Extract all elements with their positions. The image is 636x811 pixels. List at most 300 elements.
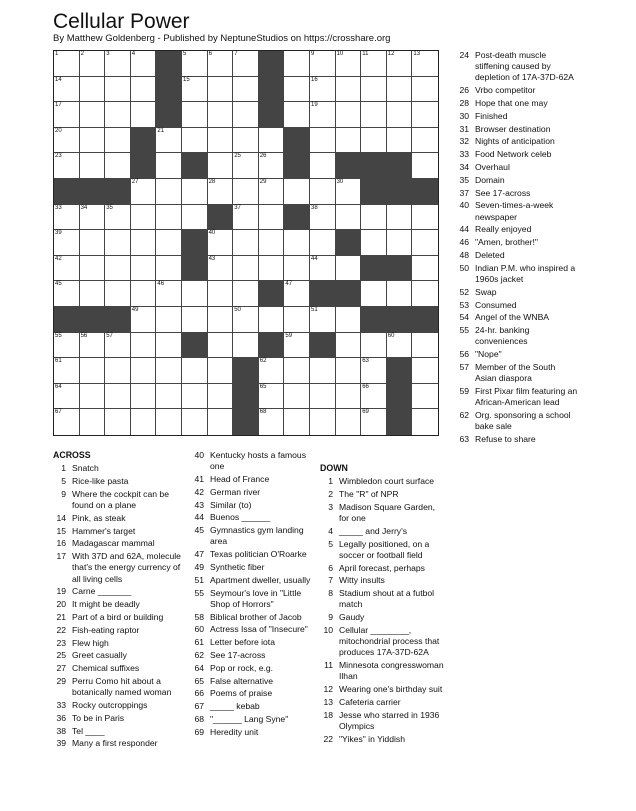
grid-cell[interactable] [105, 205, 131, 231]
cell-number: 55 [55, 332, 62, 339]
black-square [284, 153, 310, 179]
grid-cell[interactable] [105, 256, 131, 282]
grid-cell[interactable] [233, 128, 259, 154]
byline: By Matthew Goldenberg - Published by NeptuneStudios on https://crosshare.org [53, 33, 391, 44]
grid-cell[interactable] [80, 358, 106, 384]
clue-text: Flew high [72, 637, 109, 648]
grid-cell[interactable] [412, 230, 438, 256]
clue-item[interactable] [53, 489, 181, 511]
grid-cell[interactable] [412, 384, 438, 410]
grid-cell[interactable] [54, 384, 80, 410]
clue-item[interactable] [191, 549, 315, 560]
grid-cell[interactable] [336, 179, 362, 205]
clue-item[interactable] [53, 738, 181, 749]
grid-cell[interactable] [156, 230, 182, 256]
grid-cell[interactable] [412, 358, 438, 384]
clue-item[interactable] [53, 700, 181, 711]
grid-cell[interactable] [54, 256, 80, 282]
grid-cell[interactable] [80, 77, 106, 103]
grid-cell[interactable] [233, 230, 259, 256]
clue-item[interactable] [53, 726, 181, 737]
grid-cell[interactable] [105, 77, 131, 103]
grid-cell[interactable] [54, 281, 80, 307]
clue-item[interactable] [53, 526, 181, 537]
cell-number: 40 [208, 230, 216, 237]
grid-cell[interactable] [208, 333, 234, 359]
clue-item[interactable] [53, 586, 181, 597]
clue-item[interactable] [456, 162, 578, 173]
grid-cell[interactable] [182, 409, 208, 435]
clue-item[interactable] [53, 551, 181, 585]
grid-cell[interactable] [387, 333, 413, 359]
grid-cell[interactable] [105, 51, 131, 77]
grid-cell[interactable] [156, 333, 182, 359]
clue-item[interactable] [191, 714, 315, 725]
grid-cell[interactable] [259, 358, 285, 384]
clue-item[interactable] [456, 434, 578, 445]
grid-cell[interactable] [156, 358, 182, 384]
grid-cell[interactable] [361, 102, 387, 128]
clue-item[interactable] [320, 612, 445, 623]
grid-cell[interactable] [233, 179, 259, 205]
grid-cell[interactable] [54, 205, 80, 231]
clue-item[interactable] [320, 710, 445, 732]
grid-cell[interactable] [208, 179, 234, 205]
grid-cell[interactable] [131, 77, 157, 103]
grid-cell[interactable] [259, 205, 285, 231]
clue-item[interactable] [191, 525, 315, 547]
grid-cell[interactable] [310, 256, 336, 282]
clue-item[interactable] [456, 325, 578, 347]
grid-cell[interactable] [54, 230, 80, 256]
grid-cell[interactable] [80, 128, 106, 154]
grid-cell[interactable] [336, 384, 362, 410]
grid-cell[interactable] [131, 358, 157, 384]
grid-cell[interactable] [54, 333, 80, 359]
grid-cell[interactable] [182, 384, 208, 410]
grid-cell[interactable] [412, 77, 438, 103]
grid-cell[interactable] [233, 256, 259, 282]
grid-cell[interactable] [105, 128, 131, 154]
black-square [233, 358, 259, 384]
clue-item[interactable] [191, 676, 315, 687]
grid-cell[interactable] [336, 128, 362, 154]
clue-item[interactable] [456, 287, 578, 298]
cell-number: 17 [55, 102, 62, 109]
grid-cell[interactable] [131, 384, 157, 410]
grid-cell[interactable] [182, 281, 208, 307]
grid-cell[interactable] [182, 102, 208, 128]
grid-cell[interactable] [54, 153, 80, 179]
grid-cell[interactable] [412, 153, 438, 179]
clue-item[interactable] [456, 224, 578, 235]
grid-cell[interactable] [361, 281, 387, 307]
grid-cell[interactable] [361, 384, 387, 410]
clue-item[interactable] [456, 410, 578, 432]
clue-item[interactable] [191, 688, 315, 699]
grid-cell[interactable] [131, 409, 157, 435]
grid-cell[interactable] [259, 384, 285, 410]
grid-cell[interactable] [54, 77, 80, 103]
grid-cell[interactable] [412, 51, 438, 77]
grid-cell[interactable] [233, 102, 259, 128]
grid-cell[interactable] [208, 409, 234, 435]
grid-cell[interactable] [412, 205, 438, 231]
grid-cell[interactable] [336, 256, 362, 282]
clue-item[interactable] [456, 111, 578, 122]
clue-item[interactable] [456, 250, 578, 261]
clue-number: 33 [56, 699, 66, 710]
grid-cell[interactable] [233, 77, 259, 103]
clue-item[interactable] [456, 386, 578, 408]
clue-item[interactable] [320, 502, 445, 524]
grid-cell[interactable] [284, 333, 310, 359]
clue-item[interactable] [53, 476, 181, 487]
clue-number: 4 [328, 525, 333, 536]
clue-item[interactable] [191, 474, 315, 485]
clue-item[interactable] [191, 612, 315, 623]
grid-cell[interactable] [208, 358, 234, 384]
clue-number: 36 [56, 712, 66, 723]
grid-cell[interactable] [80, 153, 106, 179]
grid-cell[interactable] [310, 179, 336, 205]
grid-cell[interactable] [361, 77, 387, 103]
clue-item[interactable] [456, 175, 578, 186]
grid-cell[interactable] [310, 205, 336, 231]
clue-item[interactable] [320, 476, 445, 487]
grid-cell[interactable] [284, 102, 310, 128]
grid-cell[interactable] [336, 307, 362, 333]
grid-cell[interactable] [336, 77, 362, 103]
grid-cell[interactable] [105, 358, 131, 384]
black-square [284, 205, 310, 231]
cell-number: 39 [55, 230, 62, 237]
grid-cell[interactable] [156, 409, 182, 435]
grid-cell[interactable] [361, 51, 387, 77]
clue-item[interactable] [456, 349, 578, 360]
grid-cell[interactable] [208, 51, 234, 77]
grid-cell[interactable] [310, 307, 336, 333]
clue-item[interactable] [53, 612, 181, 623]
grid-cell[interactable] [310, 230, 336, 256]
grid-cell[interactable] [233, 307, 259, 333]
grid-cell[interactable] [233, 51, 259, 77]
grid-cell[interactable] [387, 230, 413, 256]
grid-cell[interactable] [361, 409, 387, 435]
clue-item[interactable] [320, 575, 445, 586]
grid-cell[interactable] [156, 153, 182, 179]
grid-cell[interactable] [412, 409, 438, 435]
clue-item[interactable] [191, 727, 315, 738]
grid-cell[interactable] [80, 333, 106, 359]
grid-cell[interactable] [310, 77, 336, 103]
clue-text: Synthetic fiber [210, 561, 265, 572]
clue-item[interactable] [191, 663, 315, 674]
clue-item[interactable] [456, 85, 578, 96]
black-square [284, 128, 310, 154]
clue-item[interactable] [320, 660, 445, 682]
clue-number: 50 [459, 262, 469, 273]
clue-item[interactable] [53, 676, 181, 698]
clue-text: Buenos ______ [210, 512, 271, 523]
grid-cell[interactable] [259, 179, 285, 205]
grid-cell[interactable] [361, 128, 387, 154]
clue-text: Consumed [475, 299, 517, 310]
grid-cell[interactable] [80, 384, 106, 410]
grid-cell[interactable] [310, 102, 336, 128]
clue-item[interactable] [191, 450, 315, 472]
grid-cell[interactable] [131, 281, 157, 307]
grid-cell[interactable] [156, 307, 182, 333]
grid-cell[interactable] [233, 281, 259, 307]
grid-cell[interactable] [310, 409, 336, 435]
grid-cell[interactable] [131, 333, 157, 359]
clue-text: Really enjoyed [475, 224, 532, 235]
grid-cell[interactable] [131, 179, 157, 205]
grid-cell[interactable] [387, 51, 413, 77]
grid-cell[interactable] [105, 102, 131, 128]
grid-cell[interactable] [284, 51, 310, 77]
grid-cell[interactable] [259, 409, 285, 435]
clue-text: Texas politician O'Roarke [210, 549, 307, 560]
clue-item[interactable] [320, 563, 445, 574]
clue-number: 68 [194, 713, 204, 724]
clue-item[interactable] [456, 136, 578, 147]
grid-cell[interactable] [105, 409, 131, 435]
cell-number: 69 [362, 409, 369, 416]
grid-cell[interactable] [182, 358, 208, 384]
grid-cell[interactable] [156, 281, 182, 307]
clue-number: 60 [194, 624, 204, 635]
grid-cell[interactable] [105, 384, 131, 410]
grid-cell[interactable] [284, 77, 310, 103]
grid-cell[interactable] [105, 230, 131, 256]
grid-cell[interactable] [131, 307, 157, 333]
clue-item[interactable] [320, 734, 445, 745]
grid-cell[interactable] [80, 102, 106, 128]
clue-text: With 37D and 62A, molecule that's the energy currency of all living cells [72, 551, 181, 584]
grid-cell[interactable] [54, 409, 80, 435]
clue-item[interactable] [456, 98, 578, 109]
grid-cell[interactable] [361, 230, 387, 256]
grid-cell[interactable] [208, 230, 234, 256]
clue-number: 9 [61, 488, 66, 499]
clue-item[interactable] [191, 650, 315, 661]
clue-item[interactable] [53, 463, 181, 474]
clue-item[interactable] [456, 312, 578, 323]
clue-item[interactable] [456, 263, 578, 285]
grid-cell[interactable] [80, 230, 106, 256]
grid-cell[interactable] [131, 256, 157, 282]
clue-item[interactable] [53, 625, 181, 636]
clue-item[interactable] [191, 637, 315, 648]
cell-number: 34 [80, 204, 88, 211]
grid-cell[interactable] [387, 205, 413, 231]
grid-cell[interactable] [284, 230, 310, 256]
clue-item[interactable] [53, 713, 181, 724]
grid-cell[interactable] [336, 102, 362, 128]
cell-number: 5 [183, 51, 187, 57]
grid-cell[interactable] [208, 102, 234, 128]
grid-cell[interactable] [182, 51, 208, 77]
clue-item[interactable] [191, 487, 315, 498]
clue-item[interactable] [320, 526, 445, 537]
clue-item[interactable] [320, 625, 445, 659]
grid-cell[interactable] [131, 51, 157, 77]
clue-item[interactable] [191, 512, 315, 523]
clue-item[interactable] [191, 500, 315, 511]
cell-number: 30 [336, 179, 344, 185]
grid-cell[interactable] [208, 77, 234, 103]
grid-cell[interactable] [387, 281, 413, 307]
grid-cell[interactable] [208, 307, 234, 333]
grid-cell[interactable] [259, 256, 285, 282]
grid-cell[interactable] [310, 358, 336, 384]
grid-cell[interactable] [284, 409, 310, 435]
cell-number: 38 [311, 204, 318, 211]
grid-cell[interactable] [284, 384, 310, 410]
clue-item[interactable] [456, 237, 578, 248]
grid-cell[interactable] [361, 205, 387, 231]
grid-cell[interactable] [208, 256, 234, 282]
grid-cell[interactable] [80, 281, 106, 307]
clue-item[interactable] [320, 684, 445, 695]
grid-cell[interactable] [336, 205, 362, 231]
clue-item[interactable] [53, 513, 181, 524]
grid-cell[interactable] [233, 153, 259, 179]
clue-item[interactable] [456, 188, 578, 199]
clue-item[interactable] [191, 624, 315, 635]
grid-cell[interactable] [387, 102, 413, 128]
clue-text: Hope that one may [475, 98, 548, 108]
clue-text: Domain [475, 174, 505, 185]
cell-number: 28 [208, 179, 216, 185]
grid-cell[interactable] [233, 333, 259, 359]
grid-cell[interactable] [336, 333, 362, 359]
clue-item[interactable] [456, 149, 578, 160]
clue-item[interactable] [53, 650, 181, 661]
clue-number: 21 [56, 611, 66, 622]
clue-item[interactable] [53, 638, 181, 649]
grid-cell[interactable] [284, 281, 310, 307]
grid-cell[interactable] [259, 230, 285, 256]
grid-cell[interactable] [259, 307, 285, 333]
grid-cell[interactable] [208, 153, 234, 179]
grid-cell[interactable] [412, 102, 438, 128]
clue-item[interactable] [456, 300, 578, 311]
grid-cell[interactable] [208, 384, 234, 410]
grid-cell[interactable] [54, 51, 80, 77]
grid-cell[interactable] [284, 179, 310, 205]
grid-cell[interactable] [336, 409, 362, 435]
grid-cell[interactable] [80, 51, 106, 77]
cell-number: 12 [387, 51, 395, 57]
grid-cell[interactable] [259, 153, 285, 179]
clue-text: _____ kebab [210, 701, 260, 712]
grid-cell[interactable] [105, 153, 131, 179]
grid-cell[interactable] [387, 77, 413, 103]
grid-cell[interactable] [80, 409, 106, 435]
clue-item[interactable] [191, 588, 315, 610]
grid-cell[interactable] [182, 128, 208, 154]
clue-item[interactable] [320, 588, 445, 610]
grid-cell[interactable] [412, 281, 438, 307]
grid-cell[interactable] [54, 128, 80, 154]
clue-item[interactable] [456, 50, 578, 84]
grid-cell[interactable] [310, 51, 336, 77]
grid-cell[interactable] [105, 281, 131, 307]
black-square [387, 384, 413, 410]
grid-cell[interactable] [156, 128, 182, 154]
grid-cell[interactable] [131, 102, 157, 128]
grid-cell[interactable] [412, 128, 438, 154]
grid-cell[interactable] [412, 256, 438, 282]
clue-number: 43 [194, 499, 204, 510]
grid-cell[interactable] [284, 358, 310, 384]
clue-item[interactable] [53, 663, 181, 674]
grid-cell[interactable] [284, 256, 310, 282]
grid-cell[interactable] [284, 307, 310, 333]
cell-number: 4 [131, 51, 136, 57]
clue-item[interactable] [53, 599, 181, 610]
grid-cell[interactable] [54, 358, 80, 384]
grid-cell[interactable] [182, 205, 208, 231]
grid-cell[interactable] [361, 333, 387, 359]
grid-cell[interactable] [80, 205, 106, 231]
grid-cell[interactable] [310, 128, 336, 154]
grid-cell[interactable] [156, 384, 182, 410]
clue-text: It might be deadly [72, 599, 140, 610]
down-clues-column-1 [320, 463, 445, 747]
clue-item[interactable] [456, 362, 578, 384]
grid-cell[interactable] [156, 179, 182, 205]
grid-cell[interactable] [156, 205, 182, 231]
grid-cell[interactable] [182, 179, 208, 205]
clue-item[interactable] [320, 539, 445, 561]
grid-cell[interactable] [182, 307, 208, 333]
clue-item[interactable] [53, 538, 181, 549]
grid-cell[interactable] [80, 256, 106, 282]
grid-cell[interactable] [131, 205, 157, 231]
grid-cell[interactable] [182, 77, 208, 103]
grid-cell[interactable] [336, 358, 362, 384]
clue-item[interactable] [191, 575, 315, 586]
grid-cell[interactable] [387, 128, 413, 154]
clue-number: 58 [194, 611, 204, 622]
grid-cell[interactable] [412, 333, 438, 359]
grid-cell[interactable] [156, 256, 182, 282]
grid-cell[interactable] [310, 153, 336, 179]
clue-item[interactable] [320, 489, 445, 500]
clue-number: 15 [56, 525, 66, 536]
clue-item[interactable] [456, 200, 578, 222]
grid-cell[interactable] [131, 230, 157, 256]
grid-cell[interactable] [259, 128, 285, 154]
clue-item[interactable] [191, 562, 315, 573]
grid-cell[interactable] [208, 128, 234, 154]
grid-cell[interactable] [105, 333, 131, 359]
clue-item[interactable] [320, 697, 445, 708]
grid-cell[interactable] [361, 358, 387, 384]
clue-number: 40 [194, 450, 204, 460]
grid-cell[interactable] [336, 51, 362, 77]
grid-cell[interactable] [54, 102, 80, 128]
clue-item[interactable] [456, 124, 578, 135]
grid-cell[interactable] [208, 281, 234, 307]
grid-cell[interactable] [233, 205, 259, 231]
clue-item[interactable] [191, 701, 315, 712]
grid-cell[interactable] [310, 384, 336, 410]
